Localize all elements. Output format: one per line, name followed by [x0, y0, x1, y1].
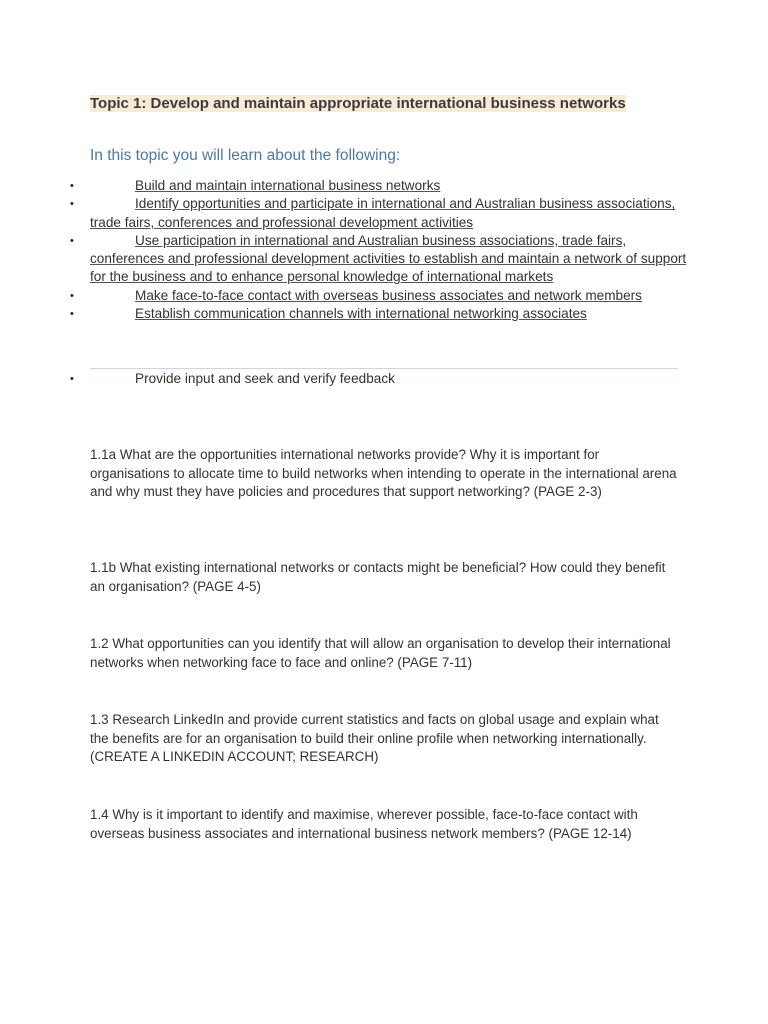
bullet-icon: • — [70, 234, 74, 247]
topic-title — [90, 93, 650, 114]
question-1-1b: 1.1b What existing international networks or contacts might be beneficial? How could they benefit an organisation? (PAGE 4-5) — [90, 560, 666, 594]
question-1-2: 1.2 What opportunities can you identify that will allow an organisation to develop their international networks when networking face to face and online? (PAGE 7-11) — [90, 636, 671, 670]
bullet-icon: • — [70, 373, 74, 385]
section-divider — [90, 368, 678, 369]
list-item — [70, 287, 690, 305]
list-item — [70, 195, 690, 232]
question-1-3: 1.3 Research LinkedIn and provide current statistics and facts on global usage and explain what the benefits are for an organisation to build their online profile when networking internationally. (CREATE A LINKEDIN ACCOUNT; RESEARCH) — [90, 712, 659, 764]
learning-outcomes-list — [70, 177, 690, 323]
bullet-icon: • — [70, 198, 74, 211]
question-1-1a: 1.1a What are the opportunities international networks provide? Why it is important for organisations to allocate time to build networks when intending to operate in the international arena and why must they have policies and procedures that support networking? (PAGE 2-3) — [90, 447, 677, 499]
list-item — [70, 370, 710, 388]
list-item-link[interactable]: Use participation in international and Australian business associations, trade fairs, conferences and professional development activities to establish and maintain a network of support for the business and to enhance personal knowledge of international markets — [90, 232, 687, 285]
question-1-4: 1.4 Why is it important to identify and maximise, wherever possible, face-to-face contact with overseas business associates and international business network members? (PAGE 12-14) — [90, 807, 638, 841]
list-item-link[interactable]: Build and maintain international business networks — [135, 178, 441, 193]
list-item-text: Provide input and seek and verify feedback — [135, 371, 395, 386]
list-item — [70, 305, 690, 323]
list-item-link[interactable]: Establish communication channels with international networking associates — [135, 306, 587, 322]
bullet-icon: • — [70, 180, 74, 192]
list-item-link[interactable]: Make face-to-face contact with overseas business associates and network members — [135, 287, 642, 303]
intro-text: In this topic you will learn about the following: — [90, 147, 401, 164]
list-item — [70, 177, 690, 195]
topic-title-text: Topic 1: Develop and maintain appropriate international business networks — [90, 95, 626, 112]
bullet-icon: • — [70, 289, 74, 302]
list-item — [70, 232, 690, 287]
list-item-link[interactable]: Identify opportunities and participate in international and Australian business associations, trade fairs, conferences and professional development activities — [90, 196, 676, 230]
bullet-icon: • — [70, 308, 74, 321]
